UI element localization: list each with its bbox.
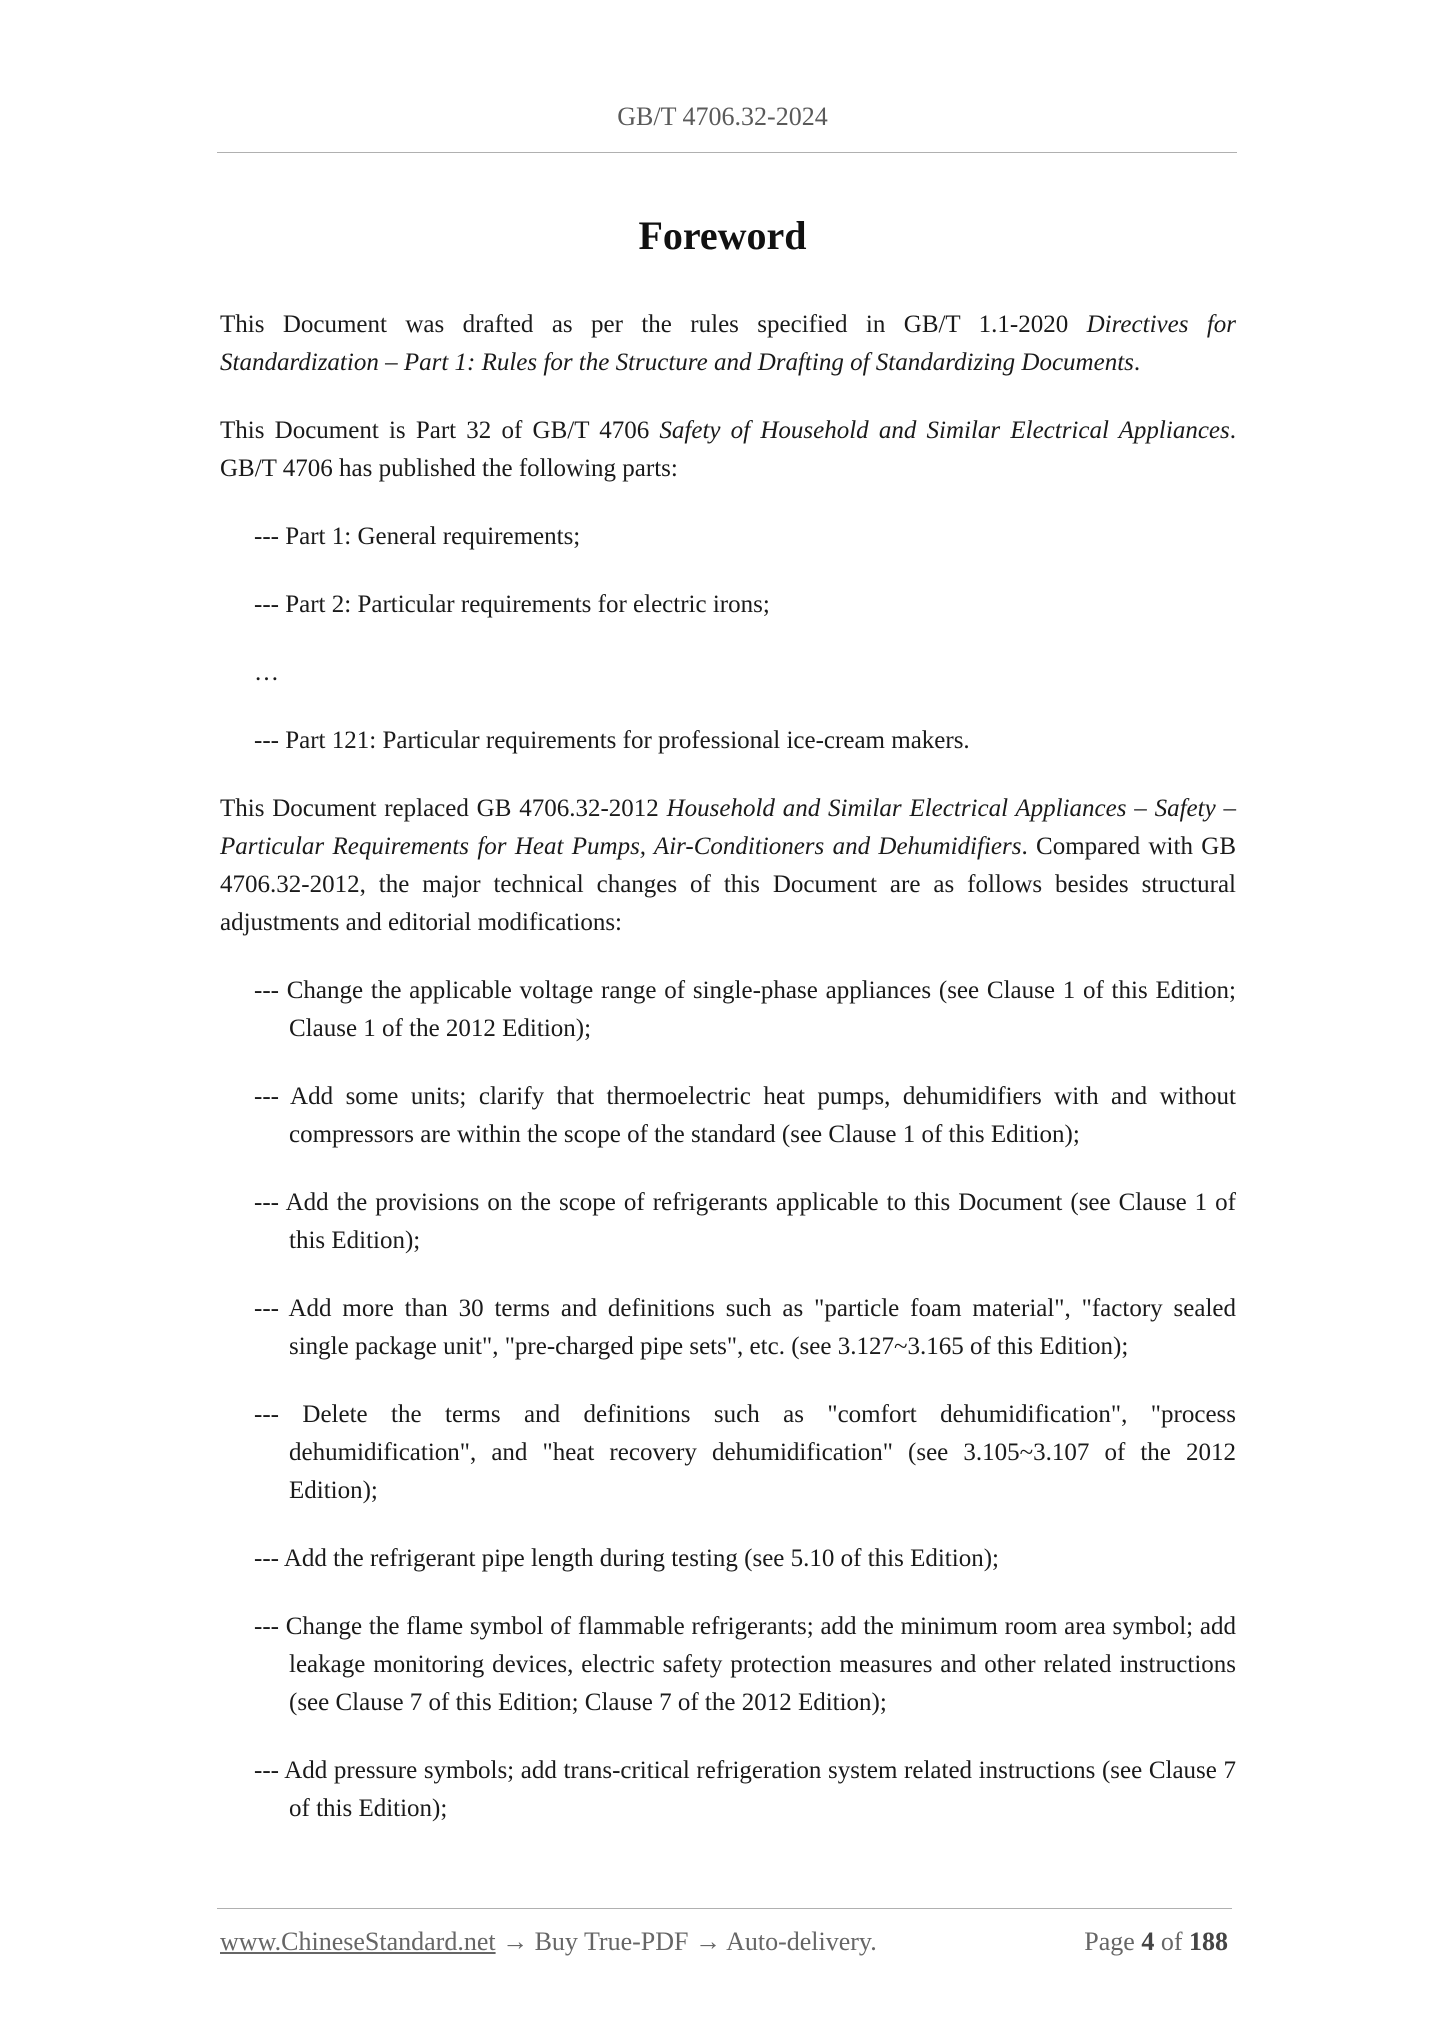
paragraph-drafting-rules: This Document was drafted as per the rules specified in GB/T 1.1-2020 Directives for Standardization – Part 1: Rules for the Structure and Drafting of Standardizing Documents. xyxy=(220,311,1237,376)
referenced-standard-title: Directives for Standardization – Part 1: Rules for the Structure and Drafting of Standardizing Documents xyxy=(220,311,1237,376)
list-ellipsis: … xyxy=(254,659,279,686)
footer-promo: www.ChineseStandard.net → Buy True-PDF → Auto-delivery. xyxy=(220,1927,877,1956)
list-item-part: --- Part 2: Particular requirements for electric irons; xyxy=(254,591,770,618)
document-header: GB/T 4706.32-2024 xyxy=(617,102,828,131)
list-item-part: --- Part 1: General requirements; xyxy=(254,523,581,550)
header-divider xyxy=(217,152,1237,153)
page-number: Page 4 of 188 xyxy=(1084,1927,1228,1956)
website-link[interactable]: www.ChineseStandard.net xyxy=(220,1927,496,1956)
list-item-change: --- Change the flame symbol of flammable refrigerants; add the minimum room area symbol; add leakage monitoring devices, electric safety protection measures and other related instructions (see Clause 7 of this Edition; Clause 7 of the 2012 Edition); xyxy=(254,1613,1236,1716)
arrow-right-icon: → xyxy=(695,1927,721,1956)
replaced-standard-title: Household and Similar Electrical Appliances – Safety – Particular Requirements for Heat Pumps, Air-Conditioners and Dehumidifiers xyxy=(220,795,1236,860)
list-item-change: --- Add pressure symbols; add trans-critical refrigeration system related instructions (see Clause 7 of this Edition); xyxy=(254,1757,1236,1822)
footer-divider xyxy=(217,1908,1232,1909)
arrow-right-icon: → xyxy=(502,1927,529,1956)
series-title: Safety of Household and Similar Electrical Appliances xyxy=(659,417,1230,444)
list-item-change: --- Add the refrigerant pipe length during testing (see 5.10 of this Edition); xyxy=(254,1545,999,1572)
list-item-change: --- Change the applicable voltage range of single-phase appliances (see Clause 1 of this Edition; Clause 1 of the 2012 Edition); xyxy=(254,977,1236,1042)
paragraph-part-info: This Document is Part 32 of GB/T 4706 Safety of Household and Similar Electrical Appliances. GB/T 4706 has published the following parts: xyxy=(220,417,1236,482)
document-body xyxy=(220,306,1236,1858)
page-title: Foreword xyxy=(638,213,807,258)
paragraph-replacement: This Document replaced GB 4706.32-2012 Household and Similar Electrical Appliances – Safety – Particular Requirements for Heat Pumps, Air-Conditioners and Dehumidifiers. Compared with GB 4706.32-2012, the major technical changes of this Document are as follows besides structural adjustments and editorial modifications: xyxy=(220,795,1236,936)
list-item-part: --- Part 121: Particular requirements for professional ice-cream makers. xyxy=(254,727,970,754)
total-pages: 188 xyxy=(1189,1927,1228,1956)
list-item-change: --- Add the provisions on the scope of refrigerants applicable to this Document (see Clause 1 of this Edition); xyxy=(254,1189,1236,1254)
list-item-change: --- Add more than 30 terms and definitions such as "particle foam material", "factory sealed single package unit", "pre-charged pipe sets", etc. (see 3.127~3.165 of this Edition); xyxy=(254,1295,1236,1360)
list-item-change: --- Delete the terms and definitions such as "comfort dehumidification", "process dehumidification", and "heat recovery dehumidification" (see 3.105~3.107 of the 2012 Edition); xyxy=(254,1401,1236,1504)
current-page: 4 xyxy=(1141,1927,1155,1956)
list-item-change: --- Add some units; clarify that thermoelectric heat pumps, dehumidifiers with and without compressors are within the scope of the standard (see Clause 1 of this Edition); xyxy=(254,1083,1236,1148)
